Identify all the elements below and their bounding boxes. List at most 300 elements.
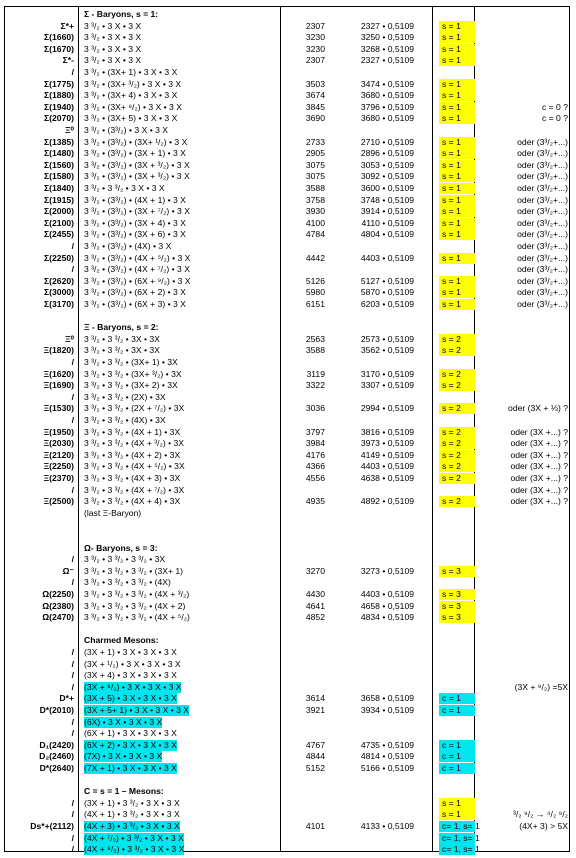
calculated-value: 3268 • 0,5109 — [360, 43, 414, 54]
particle-name: / — [71, 716, 74, 727]
quantum-number: s = 3 — [439, 612, 475, 623]
quantum-number: s = 1 — [439, 195, 475, 206]
note-cell: (4X+ 3) > 5X — [519, 821, 568, 831]
table-row — [4, 717, 570, 729]
table-row — [4, 577, 570, 589]
mass-value: 5152 — [305, 763, 325, 773]
particle-name: Σ*+ — [60, 20, 74, 31]
mass-value: 3614 — [305, 693, 325, 704]
formula-cell: (6X + 2) • 3 X • 3 X • 3 X — [84, 739, 177, 750]
formula-cell: 3 ³/₂ • (3³/₂) • (6X + 2) • 3 X — [84, 287, 186, 298]
particle-name: Ξ(1620) — [43, 368, 74, 379]
mass-value: 2563 — [305, 333, 325, 344]
quantum-number: s = 2 — [439, 450, 475, 461]
note-cell: oder (3X +...) ? — [510, 438, 568, 449]
mass-value: 3075 — [305, 171, 325, 182]
note-cell: oder (3³/₂+...) — [517, 217, 568, 228]
mass-value: 2905 — [305, 148, 325, 159]
particle-name: Ω(2470) — [42, 612, 74, 623]
formula-cell: 3 ³/₂ • 3 ³/₂ • (3X+ 1) • 3X — [84, 357, 178, 367]
particle-name: Σ(1385) — [44, 136, 74, 147]
quantum-number: s = 1 — [439, 102, 475, 113]
quantum-number: c = 1 — [439, 693, 475, 704]
table-row — [4, 195, 570, 207]
particle-name: / — [71, 264, 74, 275]
particle-name: Ξ(2250) — [43, 461, 74, 472]
quantum-number: s = 1 — [439, 55, 475, 66]
mass-value: 3588 — [305, 345, 325, 356]
calculated-value: 2327 • 0,5109 — [360, 55, 414, 66]
table-row — [4, 276, 570, 288]
formula-cell: 3 ³/₂ • (3³/₂) • (4X) • 3 X — [84, 241, 172, 251]
formula-cell: 3 ³/₂ • (3³/₂) • (3X + ³/₂) • 3 X — [84, 171, 190, 182]
table-row — [4, 206, 570, 218]
formula-cell: 3 ³/₂ • 3 ³/₂ • (4X + ⁷/₂) • 3X — [84, 484, 185, 495]
quantum-number: s = 2 — [439, 334, 475, 345]
note-cell: oder (3X + ⅓) ? — [508, 403, 568, 414]
calculated-value: 3796 • 0,5109 — [360, 101, 414, 112]
formula-cell: 3 ³/₂ • 3 ³/₂ • (2X + ⁷/₂) • 3X — [84, 403, 185, 414]
mass-value: 4556 — [305, 473, 325, 483]
note-cell: oder (3³/₂+...) — [517, 241, 568, 251]
quantum-number: s = 1 — [439, 113, 475, 124]
mass-value: 3674 — [305, 90, 325, 101]
formula-cell: 3 ³/₂ • 3 ³/₂ • 3 X • 3 X — [84, 183, 165, 193]
note-cell: oder (3³/₂+...) — [517, 299, 568, 309]
particle-name: / — [71, 554, 74, 565]
formula-cell: (last Ξ-Baryon) — [84, 507, 142, 518]
mass-value: 5980 — [305, 287, 325, 298]
particle-name: Ds*+(2112) — [30, 821, 74, 831]
mass-value: 6151 — [305, 299, 325, 309]
formula-cell: 3 ³/₂ • (3³/₂) • 3 X • 3 X — [84, 125, 168, 135]
mass-value: 3797 — [305, 426, 325, 437]
particle-name: Σ(1660) — [44, 32, 74, 43]
formula-cell: (3X + ⁹/₂) • 3 X • 3 X • 3 X — [84, 681, 182, 692]
particle-name: Ω⁻ — [62, 565, 74, 576]
calculated-value: 4804 • 0,5109 — [360, 229, 414, 240]
table-row — [4, 160, 570, 172]
particle-name: Σ(1670) — [44, 43, 74, 54]
formula-cell: 3 ³/₂ • 3 ³/₂ • (4X + ³/₂) • 3X — [84, 438, 184, 449]
particle-name: Σ(1840) — [44, 183, 74, 193]
quantum-number: s = 3 — [439, 589, 475, 600]
mass-value: 3845 — [305, 101, 325, 112]
calculated-value: 4834 • 0,5109 — [360, 612, 414, 623]
calculated-value: 3680 • 0,5109 — [360, 90, 414, 101]
particle-name: / — [71, 391, 74, 402]
particle-name: D*(2010) — [39, 705, 74, 715]
particle-name: / — [71, 658, 74, 669]
quantum-number: c= 1, s= 1 — [439, 833, 475, 844]
calculated-value: 2994 • 0,5109 — [360, 403, 414, 414]
table-row — [4, 171, 570, 183]
table-row — [4, 357, 570, 369]
particle-name: Ξ(1950) — [43, 426, 74, 437]
quantum-number: s = 1 — [439, 137, 475, 148]
formula-cell: (6X) • 3 X • 3 X • 3 X — [84, 716, 163, 727]
table-row — [4, 844, 570, 856]
quantum-number: s = 1 — [439, 253, 475, 264]
formula-cell: (4X + ⁹/₂) • 3 ³/₂ • 3 X • 3 X — [84, 844, 185, 855]
formula-cell: 3 ³/₂ • (3³/₂) • (4X + ⁷/₂) • 3 X — [84, 264, 190, 275]
calculated-value: 3816 • 0,5109 — [360, 426, 414, 437]
particle-name: Σ(3000) — [44, 287, 74, 298]
particle-name: Ξ(1530) — [43, 403, 74, 414]
table-row — [4, 809, 570, 821]
calculated-value: 5127 • 0,5109 — [360, 275, 414, 286]
calculated-value: 4149 • 0,5109 — [360, 449, 414, 460]
section-title: Ξ - Baryons, s = 2: — [84, 322, 159, 333]
particle-name: Σ(2000) — [44, 206, 74, 217]
formula-cell: 3 ³/₂ • 3 ³/₂ • 3X • 3X — [84, 333, 160, 344]
table-row — [4, 21, 570, 33]
table-row — [4, 334, 570, 346]
section-title: Σ - Baryons, s = 1: — [84, 9, 159, 19]
particle-name: / — [71, 647, 74, 657]
formula-cell: 3 ³/₂ • 3 ³/₂ • 3 ³/₂ • (4X + 2) — [84, 600, 186, 611]
mass-value: 4442 — [305, 252, 325, 263]
note-cell: oder (3³/₂+...) — [517, 287, 568, 298]
mass-value: 3036 — [305, 403, 325, 414]
mass-value: 4101 — [305, 821, 325, 831]
note-cell: oder (3³/₂+...) — [517, 229, 568, 240]
formula-cell: (3X + 1) • 3 ³/₂ • 3 X • 3 X — [84, 797, 180, 808]
particle-name: / — [71, 67, 74, 77]
table-row — [4, 148, 570, 160]
calculated-value: 3680 • 0,5109 — [360, 113, 414, 124]
table-row — [4, 183, 570, 195]
formula-cell: 3 ³/₂ • 3 ³/₂ • (2X) • 3X — [84, 391, 166, 402]
formula-cell: 3 ³/₂ • 3 ³/₂ • 3X • 3X — [84, 345, 160, 356]
calculated-value: 4403 • 0,5109 — [360, 589, 414, 599]
particle-name: Ω(2250) — [42, 589, 74, 599]
calculated-value: 3250 • 0,5109 — [360, 32, 414, 43]
quantum-number: s = 1 — [439, 32, 475, 43]
formula-cell: 3 ³/₂ • (3X+ 4) • 3 X • 3 X — [84, 90, 178, 101]
particle-name: / — [71, 681, 74, 692]
quantum-number: s = 2 — [439, 369, 475, 380]
quantum-number: c = 1 — [439, 705, 475, 716]
table-row — [4, 740, 570, 752]
formula-cell: (7X + 1) • 3 X • 3 X • 3 X — [84, 763, 177, 773]
table-row — [4, 241, 570, 253]
table-row — [4, 833, 570, 845]
table-row — [4, 659, 570, 671]
table-row — [4, 299, 570, 311]
particle-name: Σ(1880) — [44, 90, 74, 101]
quantum-number: c = 1 — [439, 740, 475, 751]
table-row — [4, 554, 570, 566]
table-row — [4, 55, 570, 67]
quantum-number: s = 3 — [439, 566, 475, 577]
calculated-value: 3658 • 0,5109 — [360, 693, 414, 704]
particle-name: Σ(1775) — [44, 78, 74, 89]
quantum-number: s = 2 — [439, 461, 475, 472]
quantum-number: s = 3 — [439, 601, 475, 612]
particle-name: Σ(1940) — [44, 101, 74, 112]
table-row — [4, 67, 570, 79]
calculated-value: 4658 • 0,5109 — [360, 600, 414, 611]
quantum-number: s = 1 — [439, 148, 475, 159]
section-title: C = s = 1 – Mesons: — [84, 786, 164, 797]
quantum-number: s = 2 — [439, 473, 475, 484]
calculated-value: 3973 • 0,5109 — [360, 438, 414, 449]
note-cell: oder (3X +...) ? — [510, 461, 568, 472]
mass-value: 4767 — [305, 739, 325, 750]
mass-value: 4844 — [305, 751, 325, 762]
calculated-value: 4735 • 0,5109 — [360, 739, 414, 750]
particle-name: Σ(1480) — [44, 148, 74, 159]
table-row — [4, 287, 570, 299]
particle-name: / — [71, 484, 74, 495]
mass-value: 3119 — [306, 368, 325, 379]
note-cell: oder (3X +...) ? — [510, 473, 568, 483]
particle-name: D*(2640) — [39, 763, 74, 773]
table-row — [4, 113, 570, 125]
mass-value: 3921 — [305, 705, 325, 715]
particle-name: Ξ⁰ — [65, 333, 74, 344]
particle-name: / — [71, 415, 74, 425]
calculated-value: 2327 • 0,5109 — [360, 20, 414, 31]
quantum-number: s = 1 — [439, 160, 475, 171]
particle-name: Ξ(1820) — [43, 345, 74, 356]
quantum-number: s = 1 — [439, 798, 475, 809]
table-row — [4, 496, 570, 508]
formula-cell: 3 ³/₂ • 3 X • 3 X — [84, 32, 142, 43]
quantum-number: s = 1 — [439, 229, 475, 240]
calculated-value: 3474 • 0,5109 — [360, 78, 414, 89]
calculated-value: 3748 • 0,5109 — [360, 194, 414, 205]
note-cell: oder (3³/₂+...) — [517, 264, 568, 275]
note-cell: oder (3³/₂+...) — [517, 194, 568, 205]
particle-name: / — [71, 670, 74, 681]
quantum-number: s = 1 — [439, 171, 475, 182]
table-row — [4, 763, 570, 775]
mass-value: 3588 — [305, 183, 325, 193]
mass-value: 3984 — [305, 438, 325, 449]
calculated-value: 4892 • 0,5109 — [360, 496, 414, 507]
table-row — [4, 612, 570, 624]
table-row — [4, 253, 570, 265]
table-row — [4, 79, 570, 91]
particle-name: Σ(2455) — [44, 229, 74, 240]
calculated-value: 3053 • 0,5109 — [360, 159, 414, 170]
quantum-number: c = 1 — [439, 763, 475, 774]
calculated-value: 5166 • 0,5109 — [360, 763, 414, 773]
particle-name: Ξ⁰ — [65, 125, 74, 135]
calculated-value: 2573 • 0,5109 — [360, 333, 414, 344]
quantum-number: s = 2 — [439, 345, 475, 356]
particle-name: D₁(2420) — [39, 739, 74, 750]
calculated-value: 3170 • 0,5109 — [360, 368, 414, 379]
particle-name: Σ(3170) — [44, 299, 74, 309]
particle-name: / — [71, 577, 74, 588]
quantum-number: s = 2 — [439, 403, 475, 414]
formula-cell: 3 ³/₂ • 3 ³/₂ • 3 ³/₂ • (4X + ³/₂) — [84, 589, 190, 599]
formula-cell: 3 ³/₂ • 3 ³/₂ • 3 ³/₂ • (4X + ⁵/₂) — [84, 612, 190, 623]
formula-cell: 3 ³/₂ • 3 ³/₂ • (4X + ⁵/₂) • 3X — [84, 461, 185, 472]
particle-name: / — [71, 357, 74, 367]
formula-cell: 3 ³/₂ • (3³/₂) • (6X + 3) • 3 X — [84, 299, 186, 309]
note-cell: oder (3³/₂+...) — [517, 171, 568, 182]
mass-value: 4641 — [305, 600, 325, 611]
formula-cell: (3X + 1) • 3 X • 3 X • 3 X — [84, 647, 177, 657]
note-cell: oder (3³/₂+...) — [517, 252, 568, 263]
mass-value: 4366 — [305, 461, 325, 472]
particle-name: Ξ(2370) — [43, 473, 74, 483]
formula-cell: 3 ³/₂ • (3X+ 5) • 3 X • 3 X — [84, 113, 178, 124]
quantum-number: c= 1, s= 1 — [439, 844, 475, 855]
formula-cell: 3 ³/₂ • (3X+ ⁹/₂) • 3 X • 3 X — [84, 101, 182, 112]
note-cell: oder (3X +...) ? — [510, 449, 568, 460]
mass-value: 3503 — [305, 78, 325, 89]
note-cell: oder (3³/₂+...) — [517, 206, 568, 217]
particle-name: Σ(1915) — [44, 194, 74, 205]
calculated-value: 3092 • 0,5109 — [360, 171, 414, 182]
particle-name: / — [71, 797, 74, 808]
table-row — [4, 415, 570, 427]
formula-cell: 3 ³/₂ • (3X+ 1) • 3 X • 3 X — [84, 67, 178, 77]
particle-name: Σ(2100) — [44, 217, 74, 228]
table-row — [4, 473, 570, 485]
table-row — [4, 670, 570, 682]
table-row — [4, 485, 570, 497]
quantum-number: s = 2 — [439, 380, 475, 391]
mass-value: 2307 — [305, 55, 325, 66]
formula-cell: 3 ³/₂ • 3 X • 3 X — [84, 20, 142, 31]
formula-cell: 3 ³/₂ • (3³/₂) • (3X + ⁷/₂) • 3 X — [84, 206, 190, 217]
note-cell: oder (3X +...) ? — [510, 496, 568, 507]
formula-cell: 3 ³/₂ • (3³/₂) • (4X + ⁵/₂) • 3 X — [84, 252, 191, 263]
table-row — [4, 601, 570, 613]
table-row — [4, 403, 570, 415]
mass-value: 3690 — [305, 113, 325, 124]
section-header — [4, 786, 570, 798]
note-cell: oder (3X +...) ? — [510, 484, 568, 495]
formula-cell: 3 ³/₂ • 3 ³/₂ • (4X + 4) • 3X — [84, 496, 181, 507]
formula-cell: 3 ³/₂ • (3³/₂) • (3X + 4) • 3 X — [84, 217, 186, 228]
particle-name: Ξ(2120) — [43, 449, 74, 460]
table-row — [4, 264, 570, 276]
calculated-value: 5870 • 0,5109 — [360, 287, 414, 298]
quantum-number: s = 1 — [439, 90, 475, 101]
section-header — [4, 543, 570, 555]
mass-value: 3758 — [305, 194, 325, 205]
calculated-value: 3914 • 0,5109 — [360, 206, 414, 217]
particle-name: Ω(2380) — [42, 600, 74, 611]
calculated-value: 2710 • 0,5109 — [360, 136, 414, 147]
table-row — [4, 229, 570, 241]
table-row — [4, 427, 570, 439]
section-title: Charmed Mesons: — [84, 635, 159, 646]
formula-cell: 3 ³/₂ • 3 ³/₂ • (4X + 1) • 3X — [84, 426, 181, 437]
table-row — [4, 438, 570, 450]
mass-value: 3230 — [305, 43, 325, 54]
mass-value: 4100 — [305, 217, 325, 228]
formula-cell: 3 ³/₂ • 3 ³/₂ • (3X+ 2) • 3X — [84, 380, 178, 391]
calculated-value: 3934 • 0,5109 — [360, 705, 414, 715]
quantum-number: c= 1, s= 1 — [439, 821, 475, 832]
calculated-value: 4403 • 0,5109 — [360, 461, 414, 472]
mass-value: 4430 — [305, 589, 325, 599]
note-cell: c = 0 ? — [541, 101, 568, 112]
section-header — [4, 322, 570, 334]
table-row — [4, 705, 570, 717]
formula-cell: (6X + 1) • 3 X • 3 X • 3 X — [84, 728, 177, 739]
table-row — [4, 32, 570, 44]
table-row — [4, 693, 570, 705]
formula-cell: 3 ³/₂ • (3³/₂) • (3X + 1) • 3 X — [84, 148, 186, 159]
formula-cell: 3 ³/₂ • (3X+ ³/₂) • 3 X • 3 X — [84, 78, 182, 89]
formula-cell: 3 ³/₂ • 3 ³/₂ • 3 ³/₂ • (4X) — [84, 577, 171, 588]
table-row — [4, 519, 570, 531]
table-row — [4, 44, 570, 56]
calculated-value: 4814 • 0,5109 — [360, 751, 414, 762]
formula-cell: 3 ³/₂ • 3 X • 3 X — [84, 43, 142, 54]
particle-name: / — [71, 728, 74, 739]
note-cell: ³/₂ ⁹/₂ → ⁴/₂ ⁹/₂ — [513, 809, 568, 820]
note-cell: oder (3X +...) ? — [510, 426, 568, 437]
table-row — [4, 728, 570, 740]
formula-cell: 3 ³/₂ • 3 ³/₂ • (4X + 2) • 3X — [84, 449, 181, 460]
note-cell: oder (3³/₂+...) — [517, 275, 568, 286]
quantum-number: s = 1 — [439, 299, 475, 310]
calculated-value: 3307 • 0,5109 — [360, 380, 414, 391]
note-cell: oder (3³/₂+...) — [517, 148, 568, 159]
particle-name: Σ(1560) — [44, 159, 74, 170]
quantum-number: s = 1 — [439, 44, 475, 55]
formula-cell: (3X + 5) • 3 X • 3 X • 3 X — [84, 693, 177, 704]
table-row — [4, 311, 570, 323]
table-row — [4, 392, 570, 404]
mass-value: 2733 — [305, 136, 325, 147]
calculated-value: 2896 • 0,5109 — [360, 148, 414, 159]
formula-cell: 3 ³/₂ • 3 ³/₂ • (4X + 3) • 3X — [84, 473, 181, 483]
calculated-value: 3600 • 0,5109 — [360, 183, 414, 193]
mass-value: 5126 — [305, 275, 325, 286]
table-row — [4, 624, 570, 636]
quantum-number: s = 2 — [439, 438, 475, 449]
particle-name: Σ(2070) — [44, 113, 74, 124]
section-title: Ω- Baryons, s = 3: — [84, 542, 158, 553]
mass-value: 3230 — [305, 32, 325, 43]
table-row — [4, 566, 570, 578]
formula-cell: 3 ³/₂ • 3 ³/₂ • (3X+ ³/₂) • 3X — [84, 368, 182, 379]
mass-value: 4935 — [305, 496, 325, 507]
formula-cell: 3 ³/₂ • 3 ³/₂ • 3 ³/₂ • (3X+ 1) — [84, 565, 184, 576]
table-row — [4, 821, 570, 833]
quantum-number: s = 1 — [439, 79, 475, 90]
table-row — [4, 369, 570, 381]
mass-value: 3322 — [305, 380, 325, 391]
particle-name: Ξ(1690) — [43, 380, 74, 391]
formula-cell: 3 ³/₂ • (3³/₂) • (3X+ ¹/₂) • 3 X — [84, 136, 188, 147]
note-cell: (3X + ⁹/₂) =5X — [514, 681, 568, 692]
section-header — [4, 9, 570, 21]
quantum-number: s = 2 — [439, 427, 475, 438]
table-row — [4, 137, 570, 149]
mass-value: 3270 — [305, 565, 325, 576]
formula-cell: 3 ³/₂ • (3³/₂) • (3X + ³/₂) • 3 X — [84, 159, 190, 170]
mass-value: 3930 — [305, 206, 325, 217]
calculated-value: 4110 • 0,5109 — [361, 217, 414, 228]
mass-value: 4176 — [305, 449, 325, 460]
calculated-value: 6203 • 0,5109 — [360, 299, 414, 309]
calculated-value: 4403 • 0,5109 — [360, 252, 414, 263]
formula-cell: (4X + 3) • 3 ³/₂ • 3 X • 3 X — [84, 821, 180, 831]
formula-cell: (3X + ¹/₂) • 3 X • 3 X • 3 X — [84, 658, 181, 669]
